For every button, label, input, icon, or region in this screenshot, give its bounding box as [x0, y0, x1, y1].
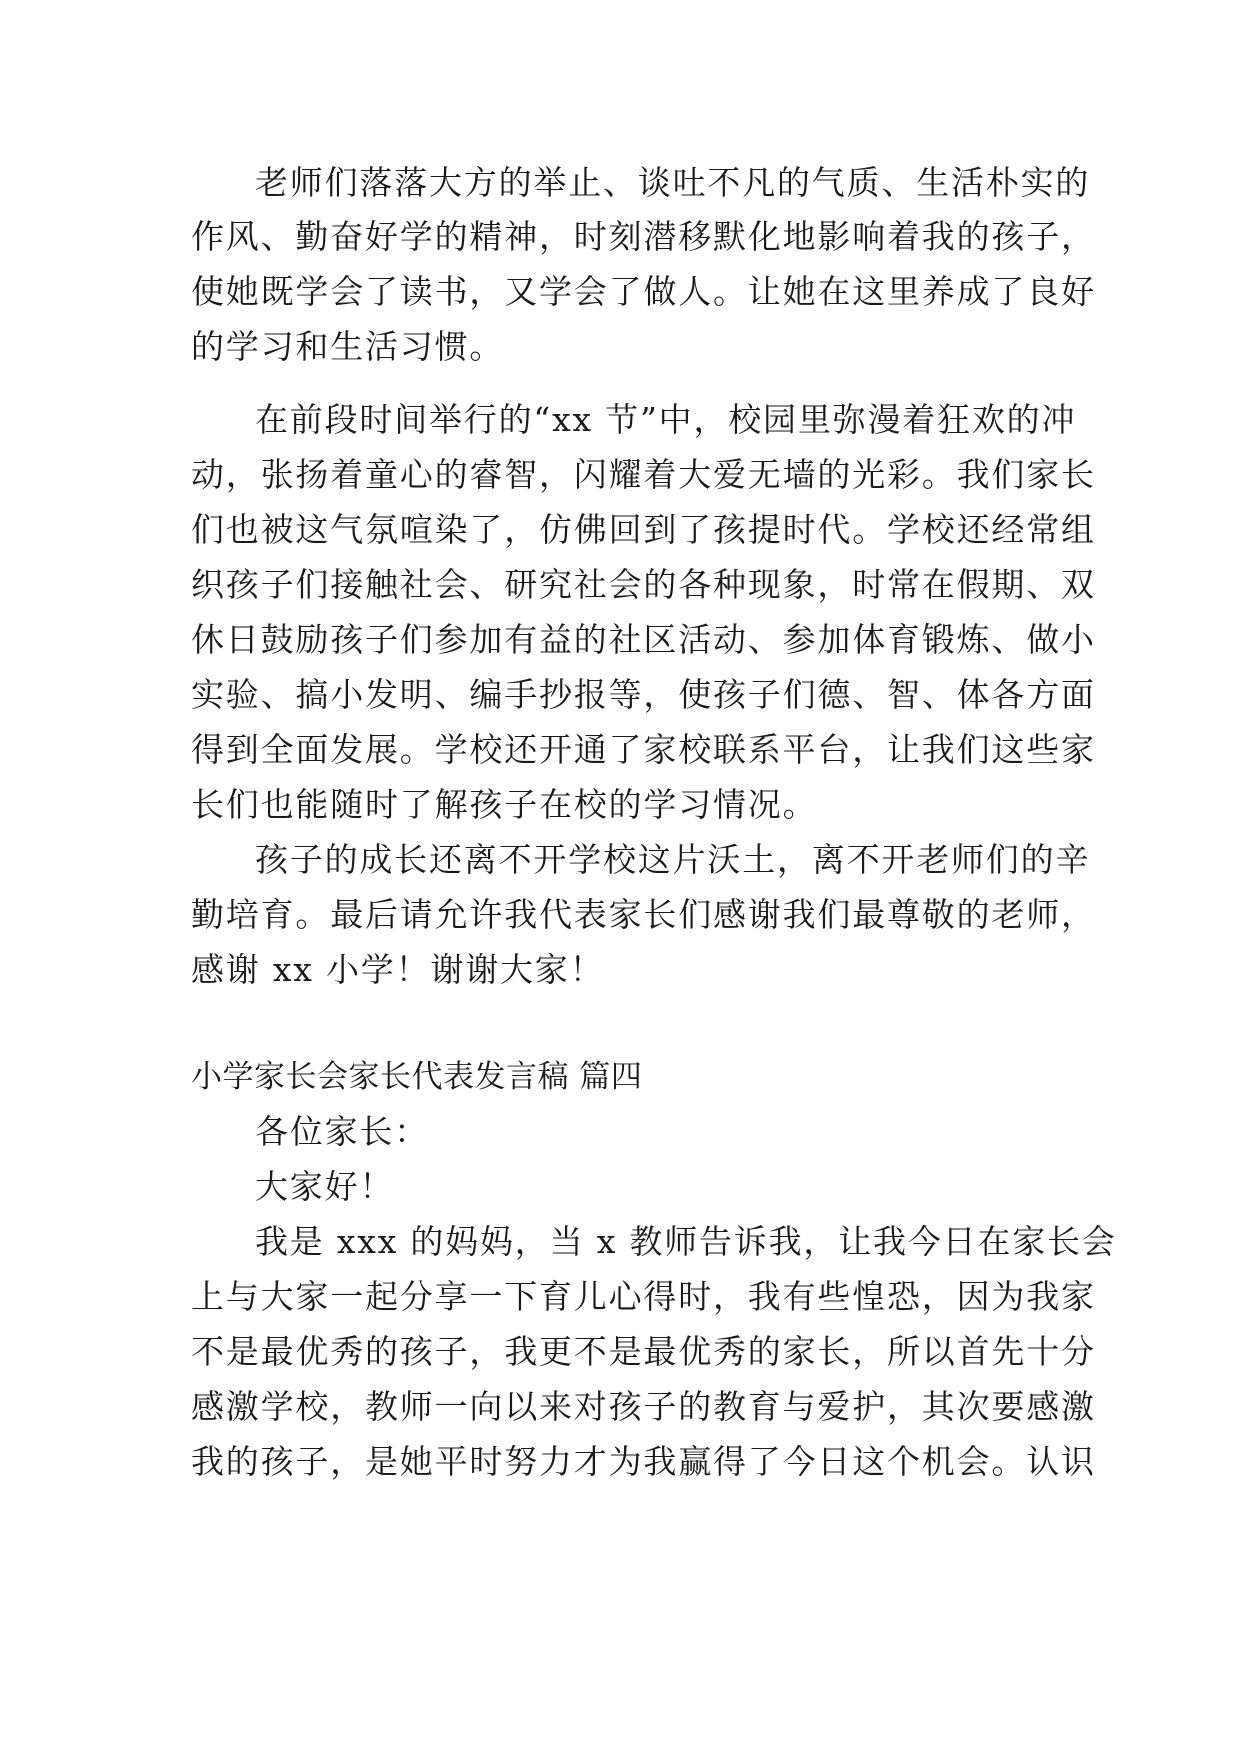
paragraph-line: 在前段时间举行的“xx 节”中，校园里弥漫着狂欢的冲 — [255, 400, 1077, 439]
greeting: 大家好！ — [255, 1167, 395, 1206]
paragraph-line: 老师们落落大方的举止、谈吐不凡的气质、生活朴实的 — [255, 163, 1091, 202]
paragraph-line: 勤培育。最后请允许我代表家长们感谢我们最尊敬的老师， — [191, 895, 1096, 934]
paragraph-line: 们也被这气氛喧染了，仿佛回到了孩提时代。学校还经常组 — [191, 510, 1096, 549]
section-heading: 小学家长会家长代表发言稿 篇四 — [191, 1059, 643, 1095]
paragraph-line: 得到全面发展。学校还开通了家校联系平台，让我们这些家 — [191, 730, 1096, 769]
paragraph-line: 动，张扬着童心的睿智，闪耀着大爱无墙的光彩。我们家长 — [191, 455, 1096, 494]
salutation: 各位家长： — [255, 1112, 429, 1151]
paragraph-line: 上与大家一起分享一下育儿心得时，我有些惶恐，因为我家 — [191, 1277, 1096, 1316]
paragraph-line: 感激学校，教师一向以来对孩子的教育与爱护，其次要感激 — [191, 1387, 1096, 1426]
paragraph-line: 不是最优秀的孩子，我更不是最优秀的家长，所以首先十分 — [191, 1332, 1096, 1371]
paragraph-line: 使她既学会了读书，又学会了做人。让她在这里养成了良好 — [191, 272, 1096, 311]
paragraph-line: 休日鼓励孩子们参加有益的社区活动、参加体育锻炼、做小 — [191, 620, 1096, 659]
paragraph-line: 感谢 xx 小学！谢谢大家！ — [191, 950, 605, 989]
paragraph-line: 我是 xxx 的妈妈，当 x 教师告诉我，让我今日在家长会 — [255, 1222, 1117, 1261]
paragraph-line: 实验、搞小发明、编手抄报等，使孩子们德、智、体各方面 — [191, 675, 1096, 714]
paragraph-line: 我的孩子，是她平时努力才为我赢得了今日这个机会。认识 — [191, 1442, 1096, 1481]
paragraph-line: 孩子的成长还离不开学校这片沃土，离不开老师们的辛 — [255, 840, 1091, 879]
paragraph-line: 织孩子们接触社会、研究社会的各种现象，时常在假期、双 — [191, 565, 1096, 604]
paragraph-line: 的学习和生活习惯。 — [191, 327, 505, 366]
paragraph-line: 长们也能随时了解孩子在校的学习情况。 — [191, 785, 818, 824]
paragraph-line: 作风、勤奋好学的精神，时刻潜移默化地影响着我的孩子， — [191, 217, 1096, 256]
